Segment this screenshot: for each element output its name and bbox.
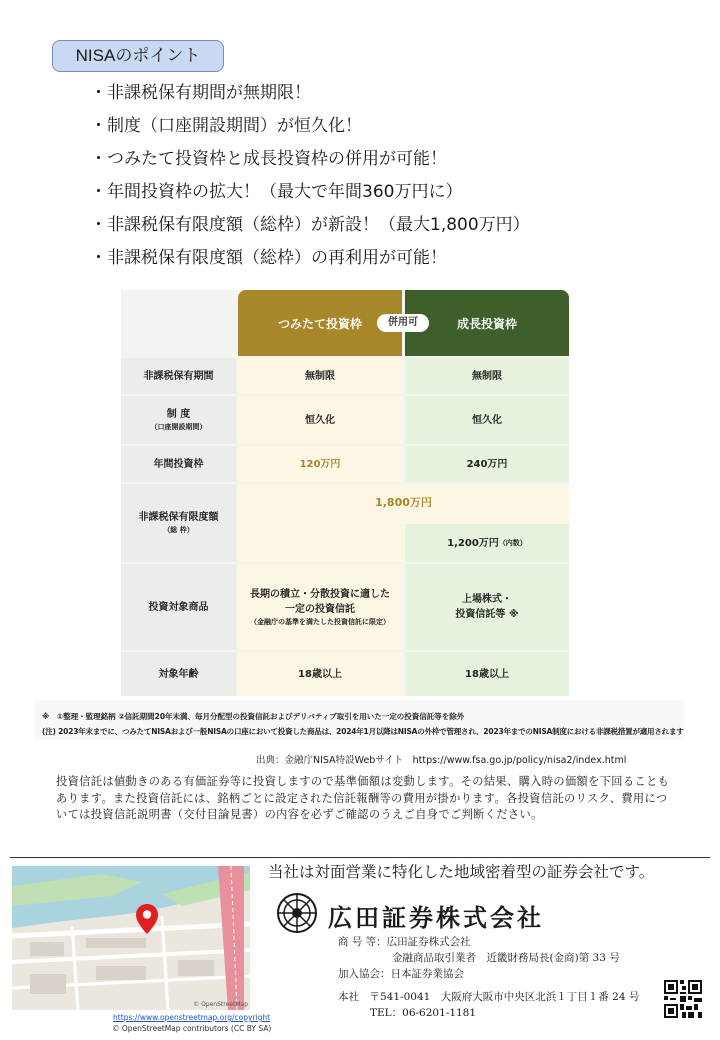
row-label-products: 投資対象商品 bbox=[121, 564, 236, 650]
table-note-1: ※ ①整理・監理銘柄 ②信託期間20年未満、毎月分配型の投資信託およびデリバティブ取引を用いた一定の投資信託等を除外 bbox=[42, 712, 465, 721]
table-note-2: (注) 2023年末までに、つみたてNISAおよび一般NISAの口座において投資した商品は、2024年1月以降はNISAの外枠で管理され、2023年までのNISA制度における非課税措置が適用されます bbox=[42, 727, 684, 736]
concurrent-badge: 併用可 bbox=[377, 314, 429, 332]
cell-period-seicho: 無制限 bbox=[405, 358, 569, 394]
list-item: ・ つみたて投資枠と成長投資枠の併用が可能！ bbox=[90, 146, 530, 179]
page-title: NISAのポイント bbox=[52, 40, 224, 72]
osm-credit: © OpenStreetMap contributors (CC BY SA) bbox=[112, 1024, 272, 1033]
cell-age-seicho: 18歳以上 bbox=[405, 652, 569, 696]
cell-annual-tsumitate: 120万円 bbox=[238, 446, 402, 482]
row-label-system bbox=[121, 396, 236, 444]
products-tsumitate-line: 長期の積立・分散投資に適した bbox=[250, 588, 390, 600]
osm-link[interactable]: https://www.openstreetmap.org/copyright bbox=[113, 1013, 271, 1022]
header-seicho: 成長投資枠 bbox=[405, 290, 569, 356]
company-tel: TEL：06-6201-1181 bbox=[370, 1007, 477, 1019]
company-trade-name: 商 号 等：広田証券株式会社 bbox=[338, 936, 471, 948]
cell-system-tsumitate: 恒久化 bbox=[238, 396, 402, 444]
cell-products-tsumitate bbox=[238, 564, 402, 650]
company-name: 広田証券株式会社 bbox=[328, 903, 544, 932]
list-item: ・ 制度（口座開設期間）が恒久化！ bbox=[90, 113, 530, 146]
divider bbox=[10, 857, 710, 858]
cell-period-tsumitate: 無制限 bbox=[238, 358, 402, 394]
qr-code-icon[interactable] bbox=[664, 980, 702, 1018]
row-label-limit bbox=[121, 484, 236, 562]
limit-seicho-value: 1,200万円 bbox=[447, 537, 499, 549]
map-graphic bbox=[12, 866, 250, 1010]
cell-limit-seicho bbox=[405, 524, 569, 562]
row-label-text: 制 度 bbox=[166, 409, 191, 421]
cell-age-tsumitate: 18歳以上 bbox=[238, 652, 402, 696]
list-item: ・ 非課税保有限度額（総枠）が新設！（最大1,800万円） bbox=[90, 212, 530, 245]
map-pin-icon bbox=[136, 904, 158, 934]
row-label-annual: 年間投資枠 bbox=[121, 446, 236, 482]
company-registration: 金融商品取引業者 近畿財務局長(金商)第 33 号 bbox=[392, 952, 620, 964]
nisa-table bbox=[121, 290, 569, 696]
location-map[interactable] bbox=[12, 866, 250, 1010]
cell-system-seicho: 恒久化 bbox=[405, 396, 569, 444]
row-label-text: 非課税保有限度額 bbox=[138, 512, 219, 524]
disclaimer-text: 投資信託は値動きのある有価証券等に投資しますので基準価額は変動します。その結果、購入時の価額を下回ることもあります。また投資信託には、銘柄ごとに設定された信託報酬等の費用が掛かります。各投資信託のリスク、費用については投資信託説明書（交付目論見書）の内容を必ずご確認のうえご自身でご判断ください。 bbox=[56, 775, 670, 821]
cell-products-seicho bbox=[405, 564, 569, 650]
list-item: ・ 年間投資枠の拡大！（最大で年間360万円に） bbox=[90, 179, 530, 212]
list-item: ・ 非課税保有期間が無期限！ bbox=[90, 80, 530, 113]
limit-seicho-note: （内数） bbox=[498, 538, 527, 547]
products-tsumitate-note: （金融庁の基準を満たした投資信託に限定） bbox=[250, 617, 390, 626]
company-slogan: 当社は対面営業に特化した地域密着型の証券会社です。 bbox=[268, 863, 655, 881]
company-association: 加入協会：日本証券業協会 bbox=[338, 968, 464, 980]
points-list bbox=[90, 80, 530, 278]
list-item: ・ 非課税保有限度額（総枠）の再利用が可能！ bbox=[90, 245, 530, 278]
map-inset-credit: © OpenStreetMap bbox=[193, 1001, 248, 1008]
row-label-period: 非課税保有期間 bbox=[121, 358, 236, 394]
header-tsumitate: つみたて投資枠 bbox=[238, 290, 402, 356]
products-seicho-line: 上場株式・ bbox=[462, 594, 512, 605]
company-address: 本社 〒541-0041 大阪府大阪市中央区北浜１丁目１番 24 号 bbox=[338, 991, 640, 1003]
products-tsumitate-line: 一定の投資信託 bbox=[285, 603, 355, 615]
company-logo-icon bbox=[276, 892, 318, 934]
row-sublabel: （口座開設期間） bbox=[150, 423, 207, 432]
source-citation: 出典：金融庁NISA特設Webサイト https://www.fsa.go.jp/policy/nisa2/index.html bbox=[256, 755, 627, 766]
row-sublabel: （総 枠） bbox=[163, 526, 194, 535]
cell-annual-seicho: 240万円 bbox=[405, 446, 569, 482]
products-seicho-line: 投資信託等 ※ bbox=[455, 609, 519, 620]
cell-limit-total: 1,800万円 bbox=[375, 495, 432, 509]
row-label-age: 対象年齢 bbox=[121, 652, 236, 696]
